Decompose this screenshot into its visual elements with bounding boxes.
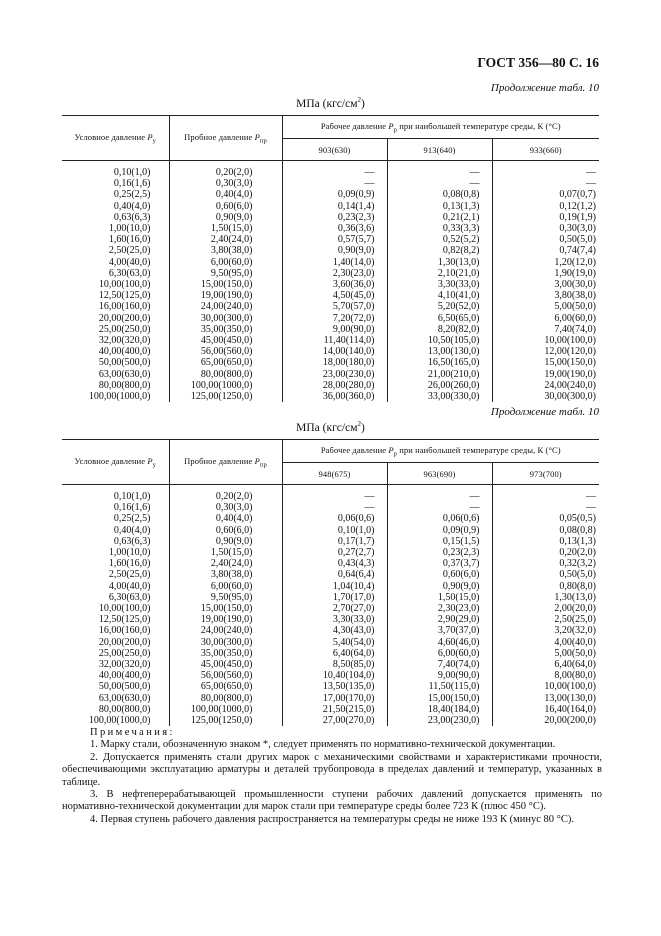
table-row [62, 178, 599, 189]
table-row [62, 357, 599, 368]
table-row [62, 637, 599, 648]
table1-unit [0, 96, 661, 110]
table-cell: 40,00(400,0) [62, 346, 169, 357]
table-cell: 0,60(6,0) [169, 525, 282, 536]
note-4: 4. Первая ступень рабочего давления распространяется на температуры среды не ниже 193 К (минус 80 °С). [90, 813, 574, 825]
table-cell: 9,50(95,0) [169, 268, 282, 279]
table-cell: 9,50(95,0) [169, 592, 282, 603]
table-cell: 18,40(184,0) [387, 704, 492, 715]
table-row [62, 502, 599, 513]
table-cell: 2,00(20,0) [554, 603, 597, 615]
table-cell: 11,40(114,0) [282, 335, 387, 346]
table-cell: 6,00(60,0) [169, 581, 282, 592]
table-row [62, 569, 599, 580]
table-row [62, 346, 599, 357]
table-cell: 0,05(0,5) [559, 513, 597, 525]
table-cell: 15,00(150,0) [169, 279, 282, 290]
table-cell: 0,52(5,2) [387, 234, 492, 245]
table-row [62, 681, 599, 692]
table-cell: 45,00(450,0) [169, 335, 282, 346]
table-row [62, 693, 599, 704]
table-cell: 8,20(82,0) [387, 324, 492, 335]
table-cell: 3,80(38,0) [169, 245, 282, 256]
table-cell: 32,00(320,0) [62, 335, 169, 346]
table-cell: 10,00(100,0) [544, 681, 597, 693]
table-cell: 0,07(0,7) [559, 189, 597, 201]
table1-unit-close: ) [360, 97, 365, 110]
table-cell: 2,40(24,0) [169, 234, 282, 245]
table-row [62, 212, 599, 223]
table-cell: 50,00(500,0) [62, 357, 169, 368]
table-cell: — [282, 161, 387, 179]
table-cell: 125,00(1250,0) [169, 391, 282, 402]
table-cell: 20,00(200,0) [62, 637, 169, 648]
table-cell: 6,00(60,0) [554, 312, 597, 324]
table-cell: 0,37(3,7) [387, 558, 492, 569]
table1-temp-1: 903(630) [282, 139, 387, 161]
table-cell: 5,70(57,0) [282, 301, 387, 312]
table-cell: 0,23(2,3) [282, 212, 387, 223]
table-cell: 1,04(10,4) [282, 581, 387, 592]
table-cell: 0,50(5,0) [559, 569, 597, 581]
table-cell: 4,00(40,0) [62, 581, 169, 592]
table-cell: 0,25(2,5) [62, 189, 169, 200]
table-cell: 63,00(630,0) [62, 369, 169, 380]
table-cell: 0,90(9,0) [387, 581, 492, 592]
table-cell: 0,09(0,9) [387, 525, 492, 536]
table-cell: — [586, 491, 597, 502]
table2-unit-sup: 2 [357, 420, 361, 428]
table-cell: 3,80(38,0) [169, 569, 282, 580]
table-cell: 2,50(25,0) [62, 245, 169, 256]
table-row [62, 201, 599, 212]
table-cell: 0,10(1,0) [62, 485, 169, 503]
table-row [62, 189, 599, 200]
table-cell: 10,00(100,0) [62, 279, 169, 290]
table2-header-work: Рабочее давление $P_р$ при наибольшей температуре среды, К (°С) [282, 440, 599, 463]
table-cell: 6,00(60,0) [387, 648, 492, 659]
table-row [62, 301, 599, 312]
table-cell: 12,50(125,0) [62, 614, 169, 625]
table-row [62, 547, 599, 558]
table1-header-pp: Пробное давление $P_{пр}$ [169, 116, 282, 161]
table-cell: 19,00(190,0) [169, 290, 282, 301]
table-row [62, 659, 599, 670]
table-cell: 1,30(13,0) [387, 257, 492, 268]
table-cell: 0,60(6,0) [387, 569, 492, 580]
table-cell: 80,00(800,0) [169, 369, 282, 380]
table-cell: 0,10(1,0) [62, 161, 169, 179]
table-cell: — [387, 178, 492, 189]
table-cell: 0,82(8,2) [387, 245, 492, 256]
table-cell: 16,00(160,0) [62, 301, 169, 312]
table-cell: 25,00(250,0) [62, 324, 169, 335]
table-cell: 125,00(1250,0) [169, 715, 282, 726]
table-cell: 30,00(300,0) [169, 313, 282, 324]
table-cell: 24,00(240,0) [169, 625, 282, 636]
table2-temp-1: 948(675) [282, 463, 387, 485]
table-row [62, 290, 599, 301]
table-cell: 0,08(0,8) [559, 524, 597, 536]
table-cell: 14,00(140,0) [282, 346, 387, 357]
table-cell: 56,00(560,0) [169, 346, 282, 357]
table-cell: 27,00(270,0) [282, 715, 387, 726]
table-cell: 6,30(63,0) [62, 268, 169, 279]
table-cell: 21,00(210,0) [387, 369, 492, 380]
table-cell: 11,50(115,0) [387, 681, 492, 692]
table-row [62, 313, 599, 324]
table-cell: 21,50(215,0) [282, 704, 387, 715]
table-cell: 0,10(1,0) [282, 525, 387, 536]
table-cell: 2,40(24,0) [169, 558, 282, 569]
table-cell: 33,00(330,0) [387, 391, 492, 402]
table-cell: 7,20(72,0) [282, 313, 387, 324]
table-cell: 0,15(1,5) [387, 536, 492, 547]
table-cell: 80,00(800,0) [169, 693, 282, 704]
table-cell: 0,08(0,8) [387, 189, 492, 200]
table2 [62, 439, 599, 726]
table1-body [62, 161, 599, 403]
table-cell: 2,50(25,0) [62, 569, 169, 580]
table-cell: 16,00(160,0) [62, 625, 169, 636]
table-cell: 4,30(43,0) [282, 625, 387, 636]
table-cell: 0,16(1,6) [62, 502, 169, 513]
table-cell: 0,14(1,4) [282, 201, 387, 212]
table-cell: 25,00(250,0) [62, 648, 169, 659]
table-cell: 30,00(300,0) [169, 637, 282, 648]
table-cell: 20,00(200,0) [544, 715, 597, 727]
table1-header-work: Рабочее давление $P_р$ при наибольшей температуре среды, К (°С) [282, 116, 599, 139]
table-row [62, 391, 599, 402]
table-cell: 0,12(1,2) [559, 200, 597, 212]
table-cell: 35,00(350,0) [169, 324, 282, 335]
table-cell: 26,00(260,0) [387, 380, 492, 391]
table1-unit-text: МПа (кгс/см [296, 97, 358, 110]
table-cell: 5,40(54,0) [282, 637, 387, 648]
table-cell: 2,30(23,0) [387, 603, 492, 614]
table-cell: 0,06(0,6) [282, 513, 387, 524]
table-cell: 45,00(450,0) [169, 659, 282, 670]
table-cell: 6,00(60,0) [169, 257, 282, 268]
table-cell: 3,20(32,0) [554, 625, 597, 637]
table-cell: 0,25(2,5) [62, 513, 169, 524]
table2-unit [0, 420, 661, 434]
notes [62, 727, 602, 826]
table-cell: 0,57(5,7) [282, 234, 387, 245]
table-cell: 18,00(180,0) [282, 357, 387, 368]
table-row [62, 257, 599, 268]
table1-unit-sup: 2 [357, 96, 361, 104]
table-row [62, 234, 599, 245]
table-cell: 32,00(320,0) [62, 659, 169, 670]
table-cell: 0,06(0,6) [387, 513, 492, 524]
table2-unit-text: МПа (кгс/см [296, 421, 358, 434]
table-cell: 4,10(41,0) [387, 290, 492, 301]
table-row [62, 485, 599, 503]
table-row [62, 648, 599, 659]
table-cell: 4,00(40,0) [554, 636, 597, 648]
table-cell: 23,00(230,0) [387, 715, 492, 726]
table-cell: 2,50(25,0) [554, 614, 597, 626]
table-cell: 0,21(2,1) [387, 212, 492, 223]
table-cell: 7,40(74,0) [554, 323, 597, 335]
table-cell: 2,30(23,0) [282, 268, 387, 279]
table-row [62, 279, 599, 290]
table-cell: 3,00(30,0) [554, 279, 597, 291]
table-row [62, 161, 599, 179]
table-cell: 0,63(6,3) [62, 536, 169, 547]
table-cell: 19,00(190,0) [544, 368, 597, 380]
note-1: 1. Марку стали, обозначенную знаком *, следует применять по нормативно-технической документации. [90, 739, 556, 751]
table-cell: 0,23(2,3) [387, 547, 492, 558]
table-cell: 16,50(165,0) [387, 357, 492, 368]
table-cell: 19,00(190,0) [169, 614, 282, 625]
table-row [62, 369, 599, 380]
table-row [62, 592, 599, 603]
table-cell: 1,50(15,0) [387, 592, 492, 603]
table-cell: 65,00(650,0) [169, 357, 282, 368]
table-row [62, 581, 599, 592]
table1-temp-3: 933(660) [492, 139, 599, 161]
table-cell: 0,16(1,6) [62, 178, 169, 189]
table-cell: 0,90(9,0) [282, 245, 387, 256]
table-cell: 0,80(8,0) [559, 580, 597, 592]
table-row [62, 335, 599, 346]
table-cell: 0,43(4,3) [282, 558, 387, 569]
table-cell: 0,64(6,4) [282, 569, 387, 580]
table-cell: 13,00(130,0) [544, 692, 597, 704]
table-cell: 9,00(90,0) [282, 324, 387, 335]
table-cell: 10,50(105,0) [387, 335, 492, 346]
table-cell: 8,00(80,0) [554, 670, 597, 682]
table-cell: 4,00(40,0) [62, 257, 169, 268]
table2-temp-3: 973(700) [492, 463, 599, 485]
table-cell: 0,40(4,0) [62, 201, 169, 212]
table-cell: 0,20(2,0) [559, 547, 597, 559]
table1-continuation: Продолжение табл. 10 [490, 82, 599, 94]
table1-temp-2: 913(640) [387, 139, 492, 161]
table-cell: — [387, 502, 492, 513]
table-cell: 6,30(63,0) [62, 592, 169, 603]
table-cell: 36,00(360,0) [282, 391, 387, 402]
table-cell: 50,00(500,0) [62, 681, 169, 692]
table-cell: 65,00(650,0) [169, 681, 282, 692]
table-cell: — [586, 502, 597, 514]
table-cell: 6,40(64,0) [282, 648, 387, 659]
table-cell: 9,00(90,0) [387, 670, 492, 681]
table1 [62, 115, 599, 402]
table-cell: 1,60(16,0) [62, 234, 169, 245]
table-cell: 0,20(2,0) [169, 485, 282, 503]
table-cell: 28,00(280,0) [282, 380, 387, 391]
table-cell: 0,40(4,0) [169, 189, 282, 200]
table-cell: 80,00(800,0) [62, 704, 169, 715]
table-cell: 3,60(36,0) [282, 279, 387, 290]
table-cell: 0,27(2,7) [282, 547, 387, 558]
table-row [62, 625, 599, 636]
table1-header-py: Условное давление $P_у$ [62, 116, 169, 161]
table-cell: 0,60(6,0) [169, 201, 282, 212]
table-row [62, 525, 599, 536]
table-cell: 17,00(170,0) [282, 693, 387, 704]
table-cell: — [282, 502, 387, 513]
table2-continuation: Продолжение табл. 10 [490, 406, 599, 418]
table-cell: 2,90(29,0) [387, 614, 492, 625]
table-cell: 3,80(38,0) [554, 290, 597, 302]
table-cell: 5,20(52,0) [387, 301, 492, 312]
table-cell: 0,90(9,0) [169, 536, 282, 547]
table-cell: 0,17(1,7) [282, 536, 387, 547]
table-cell: 100,00(1000,0) [62, 715, 169, 726]
table-cell: 100,00(1000,0) [169, 704, 282, 715]
table-cell: 30,00(300,0) [544, 391, 597, 403]
table-cell: 0,40(4,0) [62, 525, 169, 536]
table2-unit-close: ) [360, 421, 365, 434]
table-cell: 2,10(21,0) [387, 268, 492, 279]
table-cell: 0,30(3,0) [559, 223, 597, 235]
page-header: ГОСТ 356—80 С. 16 [477, 55, 599, 70]
table-cell: 1,00(10,0) [62, 223, 169, 234]
table-cell: 1,60(16,0) [62, 558, 169, 569]
table-cell: — [586, 178, 597, 190]
table-cell: 10,00(100,0) [544, 335, 597, 347]
table-row [62, 704, 599, 715]
table-cell: 3,70(37,0) [387, 625, 492, 636]
table-row [62, 268, 599, 279]
table-row [62, 603, 599, 614]
table-cell: 13,50(135,0) [282, 681, 387, 692]
table-cell: 80,00(800,0) [62, 380, 169, 391]
table-row [62, 558, 599, 569]
table-cell: 16,40(164,0) [544, 703, 597, 715]
table-cell: 15,00(150,0) [387, 693, 492, 704]
table-cell: 35,00(350,0) [169, 648, 282, 659]
table-cell: 6,40(64,0) [554, 659, 597, 671]
table-cell: 40,00(400,0) [62, 670, 169, 681]
table-cell: — [387, 485, 492, 503]
table-cell: 0,63(6,3) [62, 212, 169, 223]
table-cell: 0,13(1,3) [387, 201, 492, 212]
table-cell: 0,13(1,3) [559, 535, 597, 547]
table-cell: 13,00(130,0) [387, 346, 492, 357]
table-row [62, 513, 599, 524]
table-cell: 1,90(19,0) [554, 267, 597, 279]
table-cell: 56,00(560,0) [169, 670, 282, 681]
table-cell: 0,30(3,0) [169, 178, 282, 189]
table-cell: 12,00(120,0) [544, 346, 597, 358]
table-cell: 20,00(200,0) [62, 313, 169, 324]
table-cell: 0,09(0,9) [282, 189, 387, 200]
table-cell: 5,00(50,0) [554, 647, 597, 659]
table-cell: 0,30(3,0) [169, 502, 282, 513]
table-cell: 5,00(50,0) [554, 301, 597, 313]
table-cell: 0,32(3,2) [559, 558, 597, 570]
table-cell: 3,30(33,0) [282, 614, 387, 625]
table-row [62, 536, 599, 547]
table2-header-pp: Пробное давление $P_{пр}$ [169, 440, 282, 485]
table-cell: 1,30(13,0) [554, 591, 597, 603]
table-cell: 7,40(74,0) [387, 659, 492, 670]
table-cell: — [387, 161, 492, 179]
table-cell: 0,90(9,0) [169, 212, 282, 223]
table-cell: 24,00(240,0) [169, 301, 282, 312]
table-cell: 15,00(150,0) [169, 603, 282, 614]
table-cell: 10,40(104,0) [282, 670, 387, 681]
table-row [62, 324, 599, 335]
table-cell: — [282, 178, 387, 189]
table-cell: 0,19(1,9) [559, 211, 597, 223]
table-cell: 1,50(15,0) [169, 223, 282, 234]
table2-temp-2: 963(690) [387, 463, 492, 485]
table-row [62, 223, 599, 234]
table-row [62, 380, 599, 391]
table2-body [62, 485, 599, 727]
table-cell: 100,00(1000,0) [169, 380, 282, 391]
table-cell: 15,00(150,0) [544, 357, 597, 369]
table-row [62, 614, 599, 625]
table-cell: 4,50(45,0) [282, 290, 387, 301]
table-row [62, 670, 599, 681]
table-cell: — [282, 485, 387, 503]
table-cell: 0,20(2,0) [169, 161, 282, 179]
table-cell: 1,00(10,0) [62, 547, 169, 558]
table-cell: 0,33(3,3) [387, 223, 492, 234]
table-cell: 100,00(1000,0) [62, 391, 169, 402]
table-cell: 0,36(3,6) [282, 223, 387, 234]
table-cell: 10,00(100,0) [62, 603, 169, 614]
table-cell: 4,60(46,0) [387, 637, 492, 648]
table-cell: 1,70(17,0) [282, 592, 387, 603]
table-row [62, 245, 599, 256]
notes-title: Примечания: [90, 727, 175, 738]
table-cell: 24,00(240,0) [544, 379, 597, 391]
table-cell: 23,00(230,0) [282, 369, 387, 380]
table-cell: 1,50(15,0) [169, 547, 282, 558]
note-2: 2. Допускается применять стали других марок с механическими свойствами и характеристиками прочности, обеспечивающими эксплуатацию арматуры и деталей трубопровода в пределах давлений и температур, указанных в таблице. [62, 751, 602, 788]
table2-header-py: Условное давление $P_у$ [62, 440, 169, 485]
table-cell: 12,50(125,0) [62, 290, 169, 301]
table-cell: — [586, 167, 597, 178]
note-3: 3. В нефтеперерабатывающей промышленности ступени рабочих давлений допускается применять по нормативно-технической документации для марок стали при температуре среды более 723 К (плюс 450 °С). [62, 789, 602, 813]
table-cell: 6,50(65,0) [387, 313, 492, 324]
table-cell: 2,70(27,0) [282, 603, 387, 614]
table-cell: 0,50(5,0) [559, 234, 597, 246]
table-cell: 8,50(85,0) [282, 659, 387, 670]
table-cell: 0,40(4,0) [169, 513, 282, 524]
table-cell: 1,40(14,0) [282, 257, 387, 268]
table-cell: 63,00(630,0) [62, 693, 169, 704]
table-cell: 1,20(12,0) [554, 256, 597, 268]
table-cell: 0,74(7,4) [559, 245, 597, 257]
table-cell: 3,30(33,0) [387, 279, 492, 290]
table-row [62, 715, 599, 726]
